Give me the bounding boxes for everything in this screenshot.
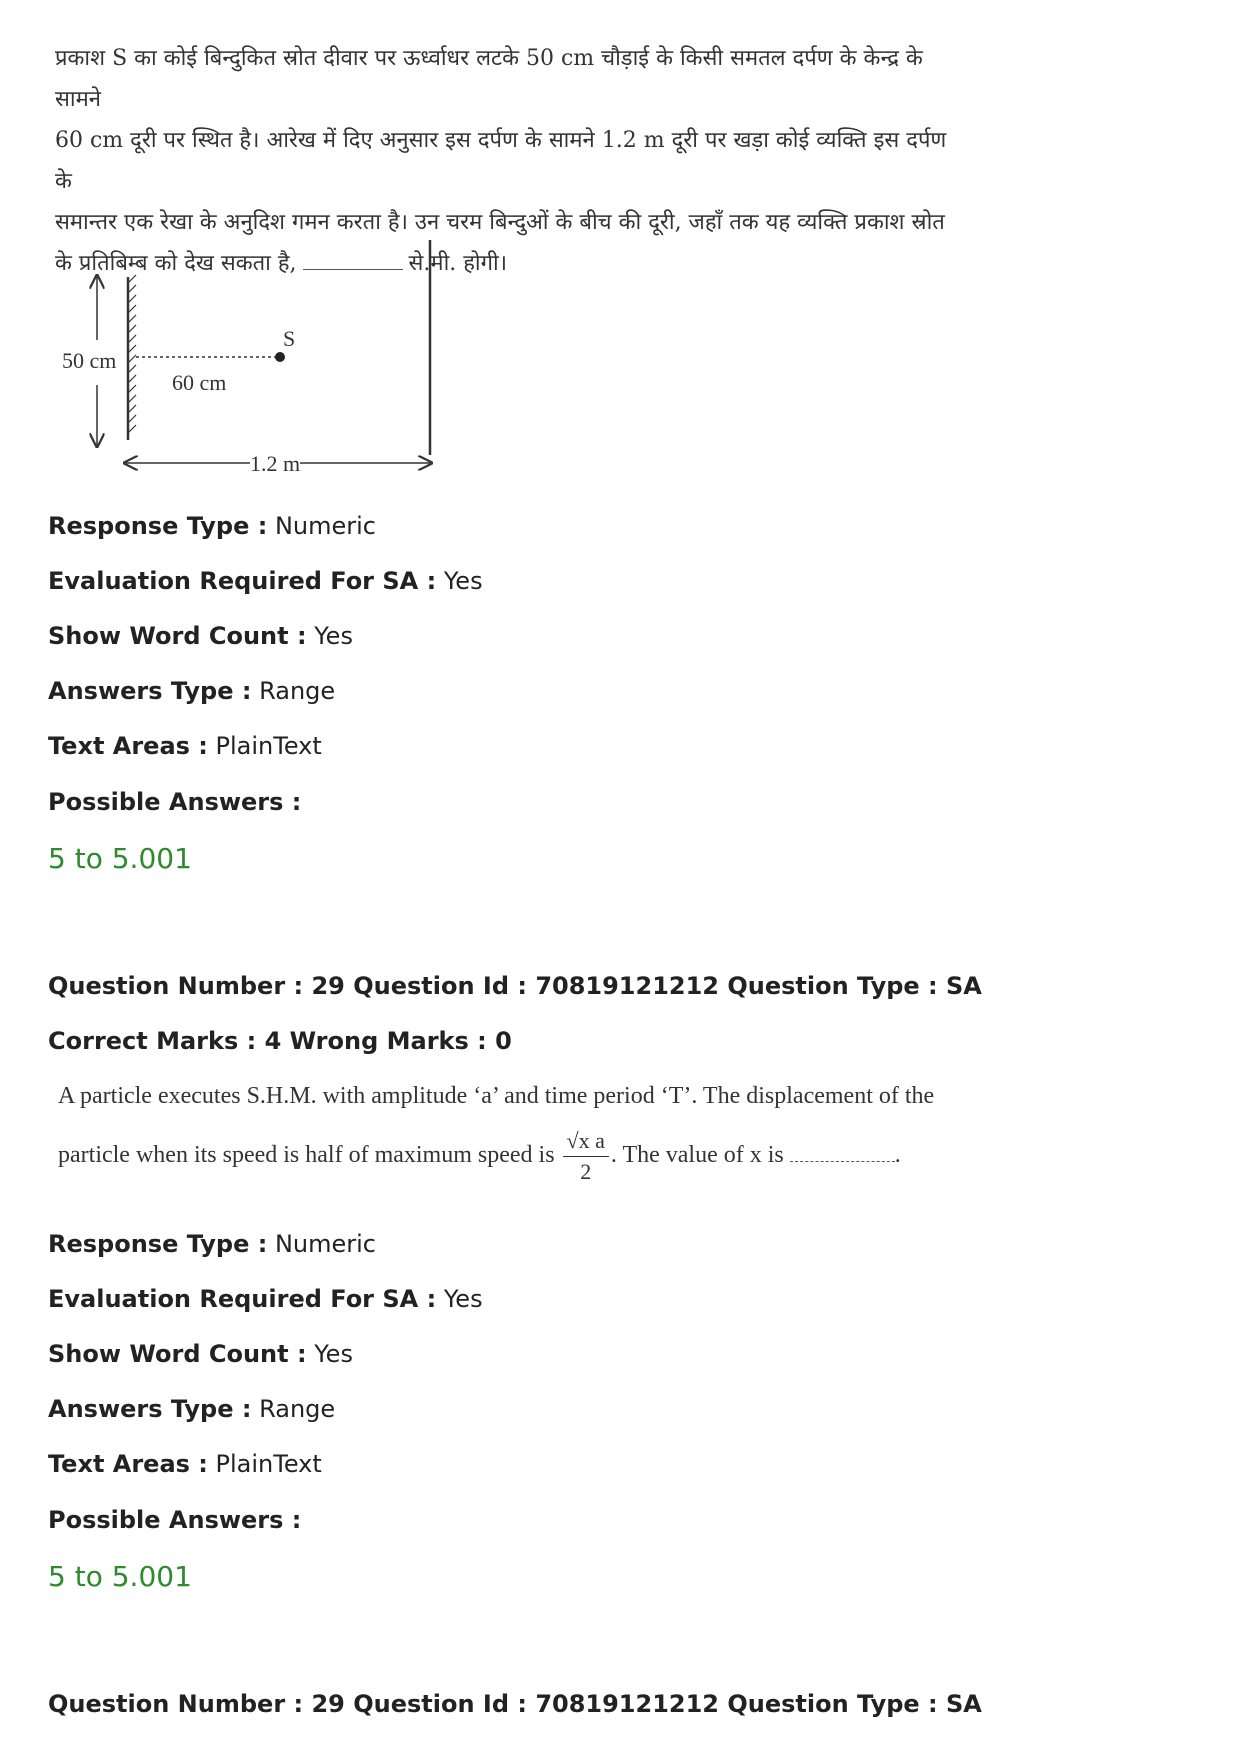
q1-possible-answers-label: Possible Answers : (48, 788, 302, 816)
q2-marks: Correct Marks : 4 Wrong Marks : 0 (48, 1027, 512, 1055)
q2-possible-answers: 5 to 5.001 (48, 1560, 192, 1593)
q2-evaluation: Evaluation Required For SA : Yes (48, 1285, 483, 1313)
q1-text-areas: Text Areas : PlainText (48, 732, 322, 760)
q2-possible-answers-label: Possible Answers : (48, 1506, 302, 1534)
q1-line-4a: के प्रतिबिम्ब को देख सकता है, (55, 251, 297, 276)
q2-fraction: $\frac{\text{√x a}}{2}$ (563, 1128, 609, 1185)
label-mirror-width: 50 cm (62, 348, 117, 373)
q2-answer-blank (790, 1143, 895, 1162)
q2-header: Question Number : 29 Question Id : 70819121212 Question Type : SA (48, 972, 982, 1000)
source-point (275, 352, 285, 362)
label-source-distance: 60 cm (172, 370, 227, 395)
q1-line-4b: से.मी. होगी। (408, 251, 508, 276)
q3-header: Question Number : 29 Question Id : 70819121212 Question Type : SA (48, 1690, 982, 1718)
q2-answers-type: Answers Type : Range (48, 1395, 336, 1423)
label-source: S (283, 326, 296, 351)
q2-line-2: particle when its speed is half of maximum speed is $\frac{\text{√x a}}{2}$ . The value of x is . (58, 1128, 901, 1184)
q1-line-3: समान्तर एक रेखा के अनुदिश गमन करता है। उन चरम बिन्दुओं के बीच की दूरी, जहाँ तक यह व्यक्ति प्रकाश स्रोत (55, 210, 945, 235)
q1-word-count: Show Word Count : Yes (48, 622, 353, 650)
q1-response-type: Response Type : Numeric (48, 512, 376, 540)
q1-evaluation: Evaluation Required For SA : Yes (48, 567, 483, 595)
q2-word-count: Show Word Count : Yes (48, 1340, 353, 1368)
q2-line-1: A particle executes S.H.M. with amplitude ‘a’ and time period ‘T’. The displacement of the (58, 1083, 935, 1109)
q1-answers-type: Answers Type : Range (48, 677, 336, 705)
q1-line-1: प्रकाश S का कोई बिन्दुकित स्रोत दीवार पर ऊर्ध्वाधर लटके 50 cm चौड़ाई के किसी समतल दर्पण के केन्द्र के सामने (55, 46, 923, 112)
q2-text-areas: Text Areas : PlainText (48, 1450, 322, 1478)
q1-line-2: 60 cm दूरी पर स्थित है। आरेख में दिए अनुसार इस दर्पण के सामने 1.2 m दूरी पर खड़ा कोई व्यक्ति इस दर्पण के (55, 128, 947, 194)
label-width: 1.2 m (250, 451, 301, 476)
mirror-diagram (50, 235, 450, 485)
q1-possible-answers: 5 to 5.001 (48, 842, 192, 875)
q2-response-type: Response Type : Numeric (48, 1230, 376, 1258)
